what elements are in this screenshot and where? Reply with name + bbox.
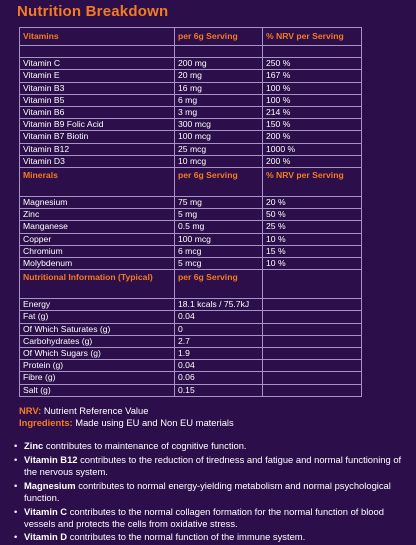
- vitamins-row-cell-2: 100 mcg: [175, 131, 263, 143]
- vitamins-row: [20, 70, 362, 82]
- vitamins-header-row-cell-2: per 6g Serving: [175, 28, 263, 46]
- vitamins-row-cell-3: 1000 %: [263, 143, 362, 155]
- minerals-row-cell-1: Copper: [20, 233, 175, 245]
- nutritional-row-cell-1: Of Which Saturates (g): [20, 323, 175, 335]
- vitamins-row: [20, 155, 362, 167]
- vitamins-header-row-cell-1: Vitamins: [20, 28, 175, 46]
- nrv-label: NRV:: [19, 405, 42, 416]
- minerals-row-cell-1: Magnesium: [20, 197, 175, 209]
- vitamins-row-cell-1: Vitamin B7 Biotin: [20, 131, 175, 143]
- claim-nutrient: Vitamin B12: [24, 453, 78, 465]
- vitamins-row: [20, 143, 362, 155]
- claim-nutrient: Vitamin D: [24, 531, 68, 543]
- nutritional-row-cell-2: 2.7: [175, 335, 263, 347]
- vitamins-row-cell-3: 200 %: [263, 131, 362, 143]
- vitamins-row-cell-3: 214 %: [263, 107, 362, 119]
- nutrition-table: [19, 27, 362, 397]
- nutritional-row-cell-2: 1.9: [175, 348, 263, 360]
- nutritional-row-cell-1: Carbohydrates (g): [20, 335, 175, 347]
- minerals-row-cell-2: 0.5 mg: [175, 221, 263, 233]
- nutritional-row-cell-3: [263, 372, 362, 384]
- claim-nutrient: Zinc: [24, 440, 44, 451]
- nutritional-row-cell-1: Salt (g): [20, 384, 175, 396]
- minerals-row-cell-2: 5 mg: [175, 209, 263, 221]
- nutritional-row: [20, 348, 362, 360]
- vitamins-row-cell-3: 200 %: [263, 155, 362, 167]
- minerals-row-cell-1: Manganese: [20, 221, 175, 233]
- claim-item: [12, 454, 407, 478]
- claim-item: [12, 506, 407, 530]
- bullet-icon: •: [14, 440, 18, 451]
- nutritional-row-cell-3: [263, 311, 362, 323]
- vitamins-row-cell-1: Vitamin B6: [20, 107, 175, 119]
- vitamins-row: [20, 131, 362, 143]
- nutritional-header-row-cell-2: per 6g Serving: [175, 270, 263, 299]
- nutritional-row-cell-2: 0.06: [175, 372, 263, 384]
- nutritional-row-cell-2: 0: [175, 323, 263, 335]
- health-claims-list: [12, 440, 407, 545]
- ingredients-note: [19, 417, 234, 429]
- minerals-row-cell-3: 25 %: [263, 221, 362, 233]
- nutritional-row-cell-1: Of Which Sugars (g): [20, 348, 175, 360]
- nutritional-header-row-cell-1: Nutritional Information (Typical): [20, 270, 175, 299]
- vitamins-row-cell-2: 20 mg: [175, 70, 263, 82]
- vitamins-row-cell-2: 200 mg: [175, 58, 263, 70]
- claim-item: [12, 440, 407, 452]
- vitamins-row-cell-2: 10 mcg: [175, 155, 263, 167]
- nutritional-header-row-cell-3: [263, 270, 362, 299]
- minerals-header-row-cell-3: % NRV per Serving: [263, 168, 362, 197]
- minerals-row: [20, 221, 362, 233]
- nutritional-row-cell-3: [263, 384, 362, 396]
- vitamins-header-row: [20, 28, 362, 46]
- claim-text: contributes to the normal function of the immune system.: [69, 531, 306, 543]
- nutritional-row-cell-3: [263, 335, 362, 347]
- nutritional-row-cell-2: 0.04: [175, 311, 263, 323]
- vitamins-row-cell-2: 16 mg: [175, 82, 263, 94]
- minerals-row-cell-2: 5 mcg: [175, 258, 263, 270]
- ingredients-label: Ingredients:: [19, 417, 73, 428]
- nutritional-row-cell-1: Fibre (g): [20, 372, 175, 384]
- claim-nutrient: Magnesium: [24, 479, 76, 491]
- claim-text: contributes to the normal collagen formation for the normal function of blood vessels and protects the cells from oxidative stress.: [24, 505, 384, 529]
- claim-nutrient: Vitamin C: [24, 505, 68, 517]
- minerals-row: [20, 197, 362, 209]
- vitamins-row-cell-2: 300 mcg: [175, 119, 263, 131]
- claim-text: contributes to maintenance of cognitive function.: [45, 440, 247, 451]
- vitamins-spacer-row-cell: [20, 46, 175, 58]
- nutritional-row-cell-2: 0.15: [175, 384, 263, 396]
- vitamins-row-cell-1: Vitamin B9 Folic Acid: [20, 119, 175, 131]
- minerals-row-cell-3: 10 %: [263, 233, 362, 245]
- vitamins-row-cell-3: 100 %: [263, 94, 362, 106]
- nutritional-header-row: [20, 270, 362, 299]
- nutritional-row-cell-3: [263, 360, 362, 372]
- vitamins-row-cell-1: Vitamin E: [20, 70, 175, 82]
- nutritional-row: [20, 299, 362, 311]
- vitamins-row-cell-3: 100 %: [263, 82, 362, 94]
- nutritional-row-cell-1: Protein (g): [20, 360, 175, 372]
- vitamins-row-cell-1: Vitamin B12: [20, 143, 175, 155]
- vitamins-spacer-row-cell: [175, 46, 263, 58]
- minerals-row-cell-1: Chromium: [20, 245, 175, 257]
- vitamins-row-cell-2: 3 mg: [175, 107, 263, 119]
- nutritional-row: [20, 360, 362, 372]
- minerals-row-cell-2: 100 mcg: [175, 233, 263, 245]
- minerals-row: [20, 258, 362, 270]
- minerals-row-cell-1: Molybdenum: [20, 258, 175, 270]
- vitamins-spacer-row: [20, 46, 362, 58]
- vitamins-row: [20, 94, 362, 106]
- minerals-row: [20, 233, 362, 245]
- nutritional-row-cell-1: Fat (g): [20, 311, 175, 323]
- nutritional-row-cell-3: [263, 299, 362, 311]
- claim-item: [12, 531, 407, 543]
- nutritional-row: [20, 384, 362, 396]
- vitamins-row: [20, 119, 362, 131]
- vitamins-row-cell-2: 6 mg: [175, 94, 263, 106]
- nutritional-row: [20, 311, 362, 323]
- vitamins-row: [20, 82, 362, 94]
- vitamins-row-cell-2: 25 mcg: [175, 143, 263, 155]
- minerals-header-row-cell-1: Minerals: [20, 168, 175, 197]
- page-title: Nutrition Breakdown: [17, 3, 169, 20]
- minerals-row: [20, 209, 362, 221]
- notes: [19, 405, 234, 429]
- minerals-row-cell-2: 75 mg: [175, 197, 263, 209]
- bullet-icon: •: [14, 453, 18, 465]
- vitamins-row-cell-3: 150 %: [263, 119, 362, 131]
- nutritional-row-cell-2: 0.04: [175, 360, 263, 372]
- nutritional-row: [20, 323, 362, 335]
- minerals-row-cell-1: Zinc: [20, 209, 175, 221]
- vitamins-row: [20, 58, 362, 70]
- ingredients-text: Made using EU and Non EU materials: [75, 417, 234, 428]
- vitamins-row-cell-1: Vitamin D3: [20, 155, 175, 167]
- vitamins-row-cell-1: Vitamin B3: [20, 82, 175, 94]
- bullet-icon: •: [14, 531, 18, 543]
- claim-text: contributes to the reduction of tiredness and fatigue and normal functioning of the nervous system.: [24, 453, 402, 477]
- vitamins-spacer-row-cell: [263, 46, 362, 58]
- nutritional-row-cell-3: [263, 348, 362, 360]
- minerals-header-row-cell-2: per 6g Serving: [175, 168, 263, 197]
- minerals-row-cell-2: 6 mcg: [175, 245, 263, 257]
- minerals-header-row: [20, 168, 362, 197]
- minerals-row-cell-3: 50 %: [263, 209, 362, 221]
- bullet-icon: •: [14, 479, 18, 491]
- vitamins-row-cell-1: Vitamin B5: [20, 94, 175, 106]
- claim-text: contributes to normal energy-yielding metabolism and normal psychological function.: [24, 479, 391, 503]
- nutritional-row-cell-2: 18.1 kcals / 75.7kJ: [175, 299, 263, 311]
- vitamins-header-row-cell-3: % NRV per Serving: [263, 28, 362, 46]
- vitamins-row: [20, 107, 362, 119]
- vitamins-row-cell-3: 250 %: [263, 58, 362, 70]
- nutritional-row: [20, 372, 362, 384]
- vitamins-row-cell-3: 167 %: [263, 70, 362, 82]
- bullet-icon: •: [14, 505, 18, 517]
- minerals-row-cell-3: 15 %: [263, 245, 362, 257]
- nrv-text: Nutrient Reference Value: [43, 405, 149, 416]
- nrv-note: [19, 405, 234, 417]
- claim-item: [12, 480, 407, 504]
- minerals-row-cell-3: 10 %: [263, 258, 362, 270]
- minerals-row-cell-3: 20 %: [263, 197, 362, 209]
- nutritional-row-cell-3: [263, 323, 362, 335]
- minerals-row: [20, 245, 362, 257]
- vitamins-row-cell-1: Vitamin C: [20, 58, 175, 70]
- nutritional-row: [20, 335, 362, 347]
- nutritional-row-cell-1: Energy: [20, 299, 175, 311]
